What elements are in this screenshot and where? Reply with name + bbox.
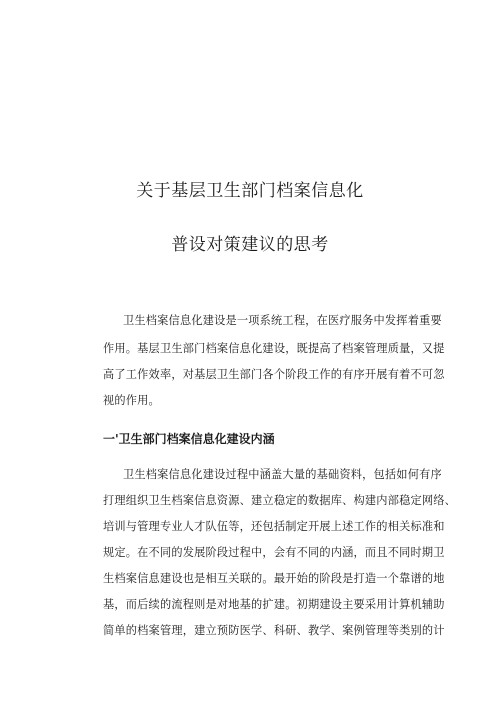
intro-paragraph-line: 卫生档案信息化建设是一项系统工程，在医疗服务中发挥着重要: [123, 314, 442, 327]
section-paragraph-line: 规定。在不同的发展阶段过程中，会有不同的内涵，而且不同时期卫: [103, 546, 445, 559]
intro-paragraph-line: 视的作用。: [103, 394, 160, 407]
section-paragraph-line: 简单的档案管理，建立预防医学、科研、教学、案例管理等类别的计: [103, 624, 445, 637]
section-heading: 一'卫生部门档案信息化建设内涵: [103, 432, 275, 446]
section-paragraph-line: 生档案信息建设也是相互关联的。最开始的阶段是打造一个靠谱的地: [103, 572, 445, 585]
intro-paragraph-line: 高了工作效率，对基层卫生部门各个阶段工作的有序开展有着不可忽: [103, 368, 445, 381]
document-title-line-2: 普设对策建议的思考: [171, 235, 329, 255]
section-paragraph-line: 打理组织卫生档案信息资源、建立稳定的数据库、构建内部稳定网络、: [103, 494, 457, 507]
section-paragraph-line: 卫生档案信息化建设过程中涵盖大量的基础资料，包括如何有序: [123, 468, 442, 481]
section-paragraph-line: 培训与管理专业人才队伍等，还包括制定开展上述工作的相关标准和: [103, 520, 445, 533]
section-paragraph-line: 基，而后续的流程则是对地基的扩建。初期建设主要采用计算机辅助: [103, 598, 445, 611]
intro-paragraph-line: 作用。基层卫生部门档案信息化建设，既提高了档案管理质量，又提: [103, 342, 445, 355]
document-title-line-1: 关于基层卫生部门档案信息化: [136, 181, 364, 201]
